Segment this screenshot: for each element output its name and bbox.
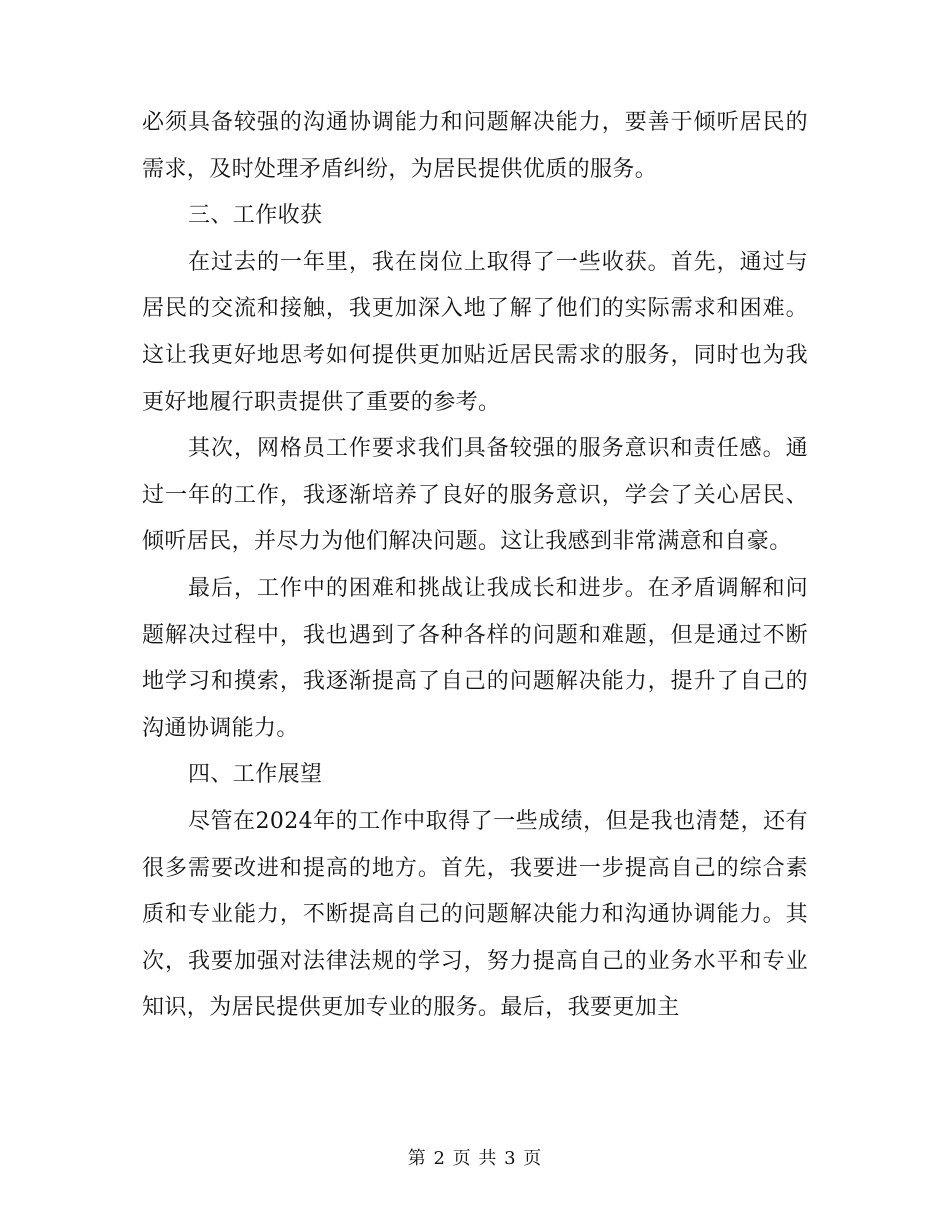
document-body	[142, 100, 808, 1032]
section-heading-harvest: 三、工作收获	[188, 203, 323, 229]
section-heading-outlook: 四、工作展望	[188, 762, 323, 788]
paragraph-outlook: 尽管在2024年的工作中取得了一些成绩，但是我也清楚，还有很多需要改进和提高的地方。首先，我要进一步提高自己的综合素质和专业能力，不断提高自己的问题解决能力和沟通协调能力。其次，我要加强对法律法规的学习，努力提高自己的业务水平和专业知识，为居民提供更加专业的服务。最后，我要更加主	[142, 808, 808, 1021]
paragraph-harvest-first: 在过去的一年里，我在岗位上取得了一些收获。首先，通过与居民的交流和接触，我更加深入地了解了他们的实际需求和困难。这让我更好地思考如何提供更加贴近居民需求的服务，同时也为我更好地履行职责提供了重要的参考。	[142, 249, 808, 415]
paragraph-harvest-second: 其次，网格员工作要求我们具备较强的服务意识和责任感。通过一年的工作，我逐渐培养了良好的服务意识，学会了关心居民、倾听居民，并尽力为他们解决问题。这让我感到非常满意和自豪。	[142, 436, 808, 555]
page-number: 第 2 页 共 3 页	[407, 1148, 543, 1169]
paragraph-harvest-last: 最后，工作中的困难和挑战让我成长和进步。在矛盾调解和问题解决过程中，我也遇到了各种各样的问题和难题，但是通过不断地学习和摸索，我逐渐提高了自己的问题解决能力，提升了自己的沟通协调能力。	[142, 575, 808, 741]
page-footer	[0, 1146, 950, 1172]
paragraph-continuation: 必须具备较强的沟通协调能力和问题解决能力，要善于倾听居民的需求，及时处理矛盾纠纷，为居民提供优质的服务。	[142, 110, 808, 182]
